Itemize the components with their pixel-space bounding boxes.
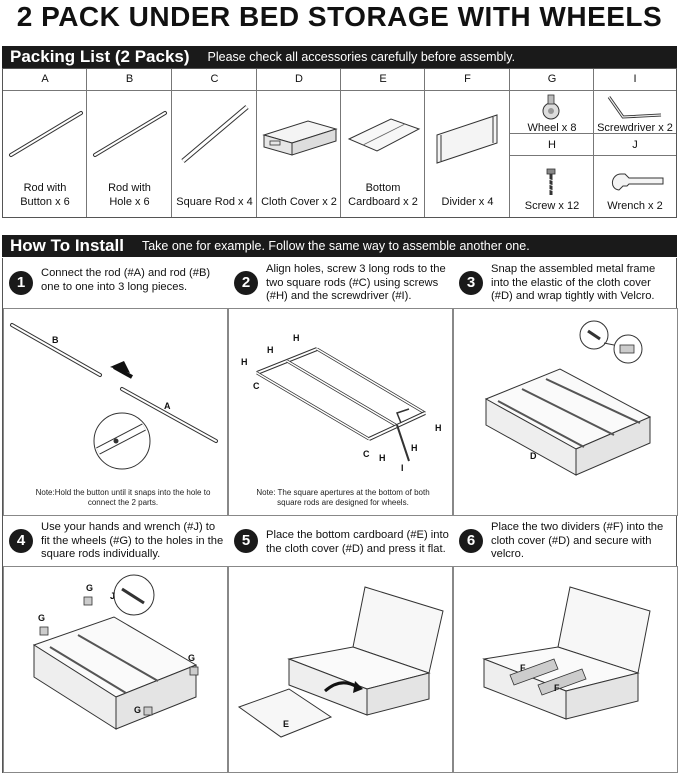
label-h: H	[435, 423, 442, 433]
label-d: D	[530, 451, 537, 461]
step-5	[228, 516, 453, 773]
frame-assembly-diagram	[229, 309, 452, 515]
page-title: 2 PACK UNDER BED STORAGE WITH WHEELS	[16, 1, 663, 32]
item-letter: B	[125, 73, 134, 85]
screw-icon	[539, 167, 563, 197]
step-4	[3, 516, 228, 773]
step-2-illustration	[228, 308, 453, 516]
bottom-cardboard-icon	[345, 115, 423, 155]
step-number: 6	[459, 529, 483, 553]
item-letter: H	[548, 139, 556, 151]
wheel-icon	[535, 93, 569, 121]
rod-with-hole-icon	[91, 105, 171, 161]
label-f: F	[520, 663, 526, 673]
label-j: J	[110, 591, 116, 601]
divider-icon	[431, 109, 507, 165]
item-letter: E	[379, 73, 387, 85]
item-letter: F	[464, 73, 471, 85]
item-letter: C	[210, 73, 219, 85]
label-g: G	[134, 705, 142, 715]
item-caption: Rod with Button x 6	[20, 182, 70, 208]
item-letter: G	[547, 73, 557, 85]
item-letter: I	[633, 73, 637, 85]
rod-connect-diagram	[4, 309, 227, 515]
cloth-cover-icon	[260, 113, 340, 159]
label-g: G	[86, 583, 94, 593]
label-c: C	[253, 381, 260, 391]
packing-divider	[510, 155, 676, 156]
step-4-illustration	[3, 566, 228, 773]
item-letter: D	[295, 73, 303, 85]
step-number: 4	[9, 529, 33, 553]
step-text: Align holes, screw 3 long rods to the two square rods (#C) using screws (#H) and the screwdriver (#I).	[266, 263, 446, 302]
step-5-illustration	[228, 566, 453, 773]
label-b: B	[52, 335, 59, 345]
label-g: G	[38, 613, 46, 623]
label-h: H	[379, 453, 386, 463]
packing-list-title: Packing List (2 Packs)	[2, 47, 198, 67]
item-caption: Rod with Hole x 6	[108, 182, 151, 208]
item-caption: Bottom Cardboard x 2	[348, 182, 418, 208]
frame-into-cover-diagram	[454, 309, 677, 515]
install-header	[2, 235, 677, 257]
step-6-illustration	[453, 566, 678, 773]
step-number: 5	[234, 529, 258, 553]
install-steps-grid	[2, 258, 677, 773]
packing-list-header	[2, 46, 677, 68]
screwdriver-icon	[603, 93, 667, 123]
label-f: F	[554, 683, 560, 693]
step-1-illustration	[3, 308, 228, 516]
packing-list-table	[2, 68, 677, 218]
step-text: Place the two dividers (#F) into the cloth cover (#D) and secure with velcro.	[491, 521, 664, 560]
label-i: I	[401, 463, 404, 473]
step-note: Note: The square apertures at the bottom of both square rods are designed for wheels.	[256, 488, 430, 507]
step-3	[453, 258, 678, 516]
fit-wheels-diagram	[4, 567, 227, 772]
label-c: C	[363, 449, 370, 459]
item-caption: Divider x 4	[441, 196, 494, 208]
item-letter: A	[41, 73, 49, 85]
place-dividers-diagram	[454, 567, 677, 772]
item-caption: Screw x 12	[524, 200, 580, 212]
wrench-icon	[607, 169, 667, 195]
label-e: E	[283, 719, 290, 729]
step-note: Note:Hold the button until it snaps into the hole to connect the 2 parts.	[35, 488, 211, 507]
install-subtitle: Take one for example. Follow the same way to assemble another one.	[141, 239, 530, 253]
item-letter: J	[632, 139, 638, 151]
rod-with-button-icon	[7, 105, 87, 161]
step-text: Snap the assembled metal frame into the elastic of the cloth cover (#D) and wrap tightly with Velcro.	[491, 263, 656, 302]
item-caption: Square Rod x 4	[176, 196, 253, 208]
step-2	[228, 258, 453, 516]
item-caption: Cloth Cover x 2	[261, 196, 337, 208]
step-text: Use your hands and wrench (#J) to fit the wheels (#G) to the holes in the square rods individually.	[41, 521, 224, 560]
label-h: H	[411, 443, 418, 453]
label-g: G	[188, 653, 196, 663]
step-text: Place the bottom cardboard (#E) into the cloth cover (#D) and press it flat.	[266, 529, 449, 555]
label-h: H	[241, 357, 248, 367]
label-h: H	[293, 333, 300, 343]
label-h: H	[267, 345, 274, 355]
item-caption: Wrench x 2	[607, 200, 663, 212]
step-6	[453, 516, 678, 773]
step-number: 3	[459, 271, 483, 295]
packing-list-subtitle: Please check all accessories carefully before assembly.	[207, 50, 516, 64]
place-cardboard-diagram	[229, 567, 452, 772]
step-text: Connect the rod (#A) and rod (#B) one to one into 3 long pieces.	[41, 267, 211, 293]
item-caption: Wheel x 8	[527, 122, 577, 134]
label-a: A	[164, 401, 171, 411]
step-number: 2	[234, 271, 258, 295]
install-title: How To Install	[2, 236, 132, 256]
step-3-illustration	[453, 308, 678, 516]
item-caption: Screwdriver x 2	[597, 122, 673, 134]
step-number: 1	[9, 271, 33, 295]
square-rod-icon	[175, 99, 255, 165]
step-1	[3, 258, 228, 516]
